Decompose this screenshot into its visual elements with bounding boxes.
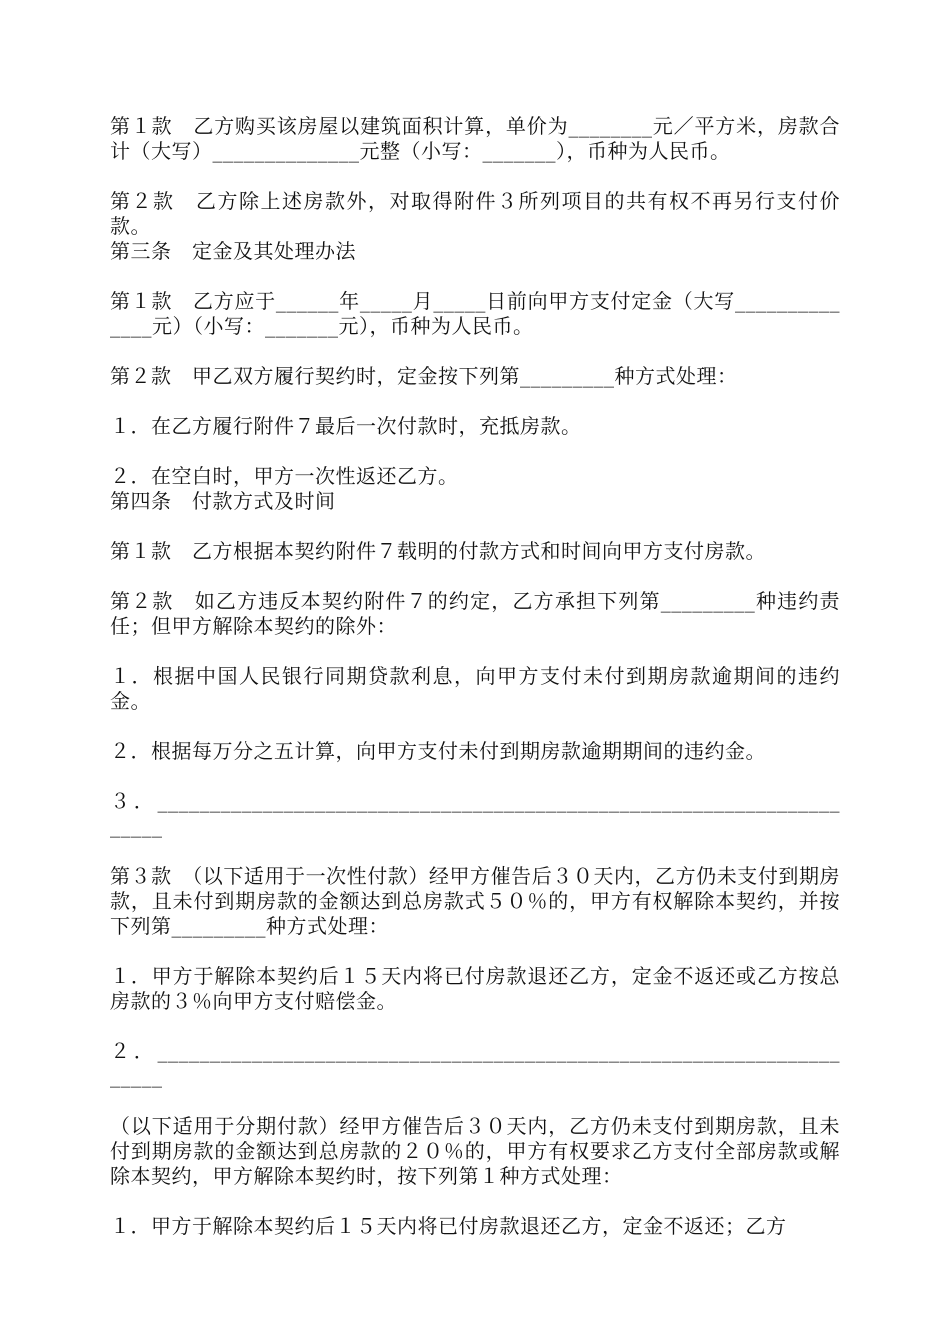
- deposit-option-2: ２．在空白时，甲方一次性返还乙方。: [110, 464, 459, 488]
- article-3-clause-1-deposit: 第１款 乙方应于______年_____月_____日前向甲方支付定金（大写______________元）（小写：_______元），币种为人民币。: [110, 289, 840, 338]
- installment-option-1: １．甲方于解除本契约后１５天内将已付房款退还乙方，定金不返还；乙方: [110, 1214, 787, 1238]
- breach-option-3-blank: ３．______________________________________________________________________: [110, 789, 840, 838]
- deposit-option-1: １．在乙方履行附件７最后一次付款时，充抵房款。: [110, 414, 582, 438]
- lump-sum-option-2-blank: ２．______________________________________________________________________: [110, 1039, 840, 1088]
- breach-option-2: ２．根据每万分之五计算，向甲方支付未付到期房款逾期期间的违约金。: [110, 739, 766, 763]
- breach-option-1: １．根据中国人民银行同期贷款利息，向甲方支付未付到期房款逾期间的违约金。: [110, 664, 840, 713]
- article-3-heading: 第三条 定金及其处理办法: [110, 239, 356, 263]
- article-3-clause-2-deposit-handling: 第２款 甲乙双方履行契约时，定金按下列第_________种方式处理：: [110, 364, 738, 388]
- document-page: [110, 114, 840, 1239]
- article-4-heading: 第四条 付款方式及时间: [110, 489, 336, 513]
- clause-2-common-rights: 第２款 乙方除上述房款外，对取得附件３所列项目的共有权不再另行支付价款。: [110, 189, 840, 238]
- article-4-clause-2-breach: 第２款 如乙方违反本契约附件７的约定，乙方承担下列第_________种违约责任；但甲方解除本契约的除外：: [110, 589, 840, 638]
- lump-sum-option-1: １．甲方于解除本契约后１５天内将已付房款退还乙方，定金不返还或乙方按总房款的３％向甲方支付赔偿金。: [110, 964, 840, 1013]
- article-4-clause-1-payment: 第１款 乙方根据本契约附件７载明的付款方式和时间向甲方支付房款。: [110, 539, 766, 563]
- installment-clause: （以下适用于分期付款）经甲方催告后３０天内，乙方仍未支付到期房款，且未付到期房款的金额达到总房款的２０％的，甲方有权要求乙方支付全部房款或解除本契约，甲方解除本契约时，按下列第１种方式处理：: [110, 1114, 840, 1188]
- clause-1-unit-price: 第１款 乙方购买该房屋以建筑面积计算，单价为________元／平方米，房款合计（大写）______________元整（小写：_______），币种为人民币。: [110, 114, 840, 163]
- article-4-clause-3-lump-sum: 第３款 （以下适用于一次性付款）经甲方催告后３０天内，乙方仍未支付到期房款，且未付到期房款的金额达到总房款式５０％的，甲方有权解除本契约，并按下列第_________种方式处理：: [110, 864, 840, 938]
